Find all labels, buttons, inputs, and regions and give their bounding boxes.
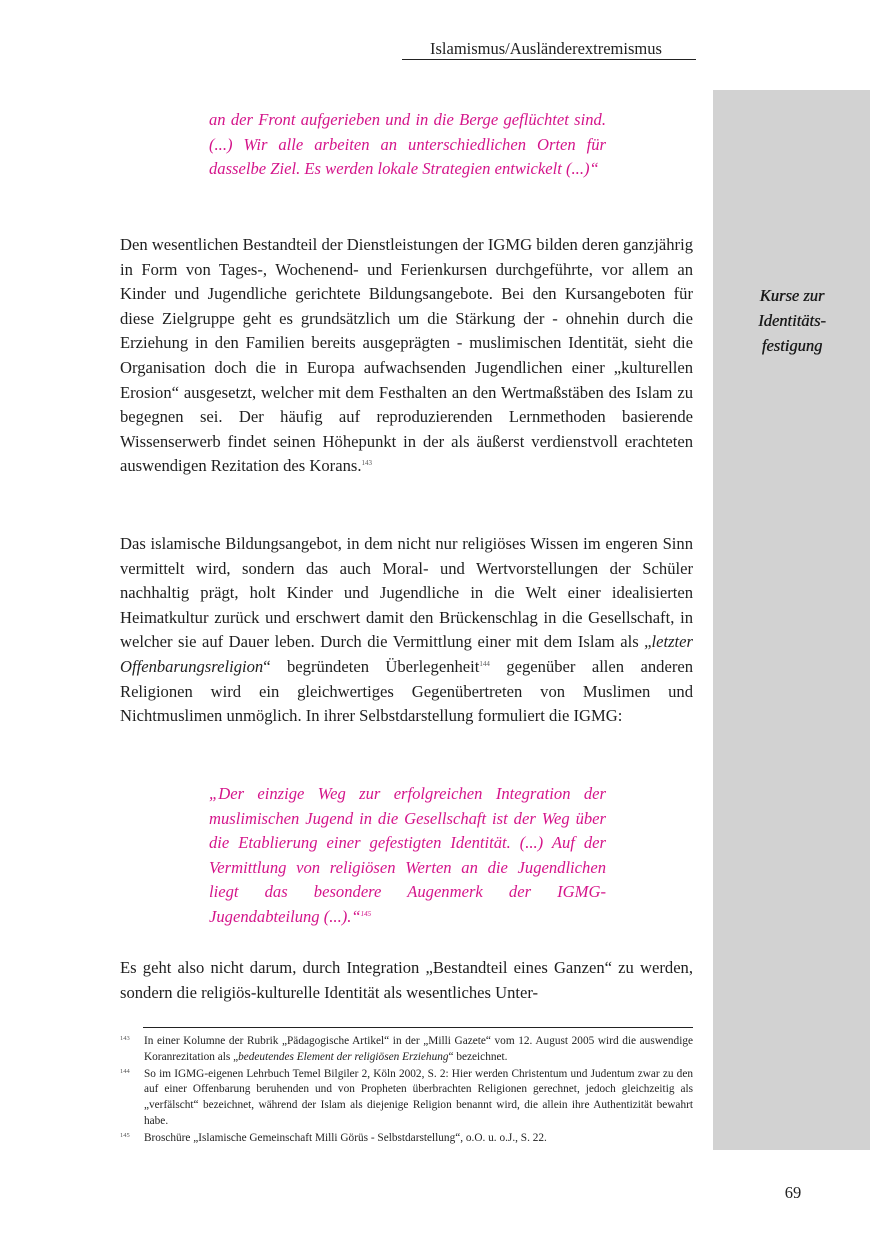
footnote-text: So im IGMG-eigenen Lehrbuch Temel Bilgiler 2, Köln 2002, S. 2: Hier werden Christentum und Judentum zwar zu den auf einer Offenbarung beruhenden und von Propheten überbrachten Religionen gerechnet, jedoch gleichzeitig als „verfälscht“ bezeichnet, während der Islam als diejenige Religion benannt wird, die allein ihre Authentizität bewahrt habe. [144, 1067, 693, 1127]
paragraph-text: gegenüber allen anderen Religionen wird ein gleichwertiges Gegenübertreten von Muslimen und Nichtmuslimen unmöglich. In ihrer Selbstdarstellung formuliert die IGMG: [120, 656, 694, 726]
quote-text: „Der einzige Weg zur erfolgreichen Integration der muslimischen Jugend in die Gesellschaft ist der Weg über die Etablierung einer gefestigten Identität. (...) Auf der Vermittlung von religiösen Werten an die Jugendlichen liegt das besondere Augenmerk der IGMG-Jugendabteilung (...).“ [209, 784, 606, 926]
paragraph-text: “ begründeten Überlegenheit [263, 656, 480, 676]
margin-sidebar [713, 90, 870, 1150]
footnote-number: 145 [120, 1131, 130, 1139]
footnote-number: 144 [120, 1067, 130, 1075]
footnote-marker[interactable]: 144 [479, 659, 490, 668]
block-quote: an der Front aufgerieben und in die Berge geflüchtet sind. (...) Wir alle arbeiten an unterschiedlichen Orten für dasselbe Ziel. Es werden lokale Strategien entwickelt (...)“ [209, 110, 606, 179]
footnote-emphasis: bedeutendes Element der religiösen Erziehung [238, 1050, 449, 1063]
body-paragraph [120, 532, 693, 729]
page-number: 69 [784, 1183, 802, 1202]
margin-note-line: Identitäts- [758, 311, 826, 330]
footnote [120, 1034, 693, 1066]
footnote-marker[interactable]: 145 [360, 909, 372, 918]
margin-note-line: festigung [761, 336, 823, 355]
body-paragraph: Es geht also nicht darum, durch Integration „Bestandteil eines Ganzen“ zu werden, sondern die religiös-kulturelle Identität als wesentliches Unter- [120, 958, 693, 1002]
block-quote [209, 782, 606, 930]
footnote-marker[interactable]: 143 [361, 459, 372, 468]
footnote [120, 1067, 693, 1130]
header-rule [402, 59, 696, 60]
running-header: Islamismus/Ausländerextremismus [430, 39, 662, 58]
footnote [120, 1131, 693, 1147]
footnote-text: Broschüre „Islamische Gemeinschaft Milli Görüs - Selbstdarstellung“, o.O. u. o.J., S. 22. [144, 1131, 547, 1144]
footnote-number: 143 [120, 1035, 130, 1042]
footnote-text: In einer Kolumne der Rubrik „Pädagogische Artikel“ in der „Milli Gazete“ vom 12. August 2005 wird die auswendige Koranrezitation als „ [144, 1035, 693, 1063]
margin-note-line: Kurse zur [759, 286, 825, 305]
emphasis-text: letzter Offenbarungsreligion [120, 632, 693, 676]
body-paragraph [120, 233, 693, 479]
footnote-text: “ bezeichnet. [448, 1050, 508, 1063]
footnotes [120, 1034, 693, 1148]
paragraph-text: Das islamische Bildungsangebot, in dem nicht nur religiöses Wissen im engeren Sinn vermittelt wird, sondern das auch Moral- und Wertvorstellungen der Schüler nachhaltig prägt, holt Kinder und Jugendliche in die Welt einer idealisierten Heimatkultur zurück und erschwert damit den Brückenschlag in die Gesellschaft, in welcher sie auf Dauer leben. Durch die Vermittlung einer mit dem Islam als „ [120, 534, 693, 652]
margin-note [722, 283, 862, 358]
paragraph-text: Den wesentlichen Bestandteil der Dienstleistungen der IGMG bilden deren ganzjährig in Form von Tages-, Wochenend- und Ferienkursen durchgeführte, vor allem an Kinder und Jugendliche gerichtete Bildungsangebote. Bei den Kursangeboten für diese Zielgruppe geht es grundsätzlich um die Stärkung der - ohnehin durch die Erziehung in den Familien bereits ausgeprägten - muslimischen Identität, sieht die Organisation doch die in Europa aufwachsenden Jugendlichen einer „kulturellen Erosion“ ausgesetzt, welcher mit dem Festhalten an den Wertmaßstäben des Islam zu begegnen sei. Der häufig auf reproduzierenden Lernmethoden basierende Wissenserwerb findet seinen Höhepunkt in der als äußerst verdienstvoll erachteten auswendigen Rezitation des Korans. [120, 235, 693, 476]
footnote-rule [143, 1027, 693, 1028]
